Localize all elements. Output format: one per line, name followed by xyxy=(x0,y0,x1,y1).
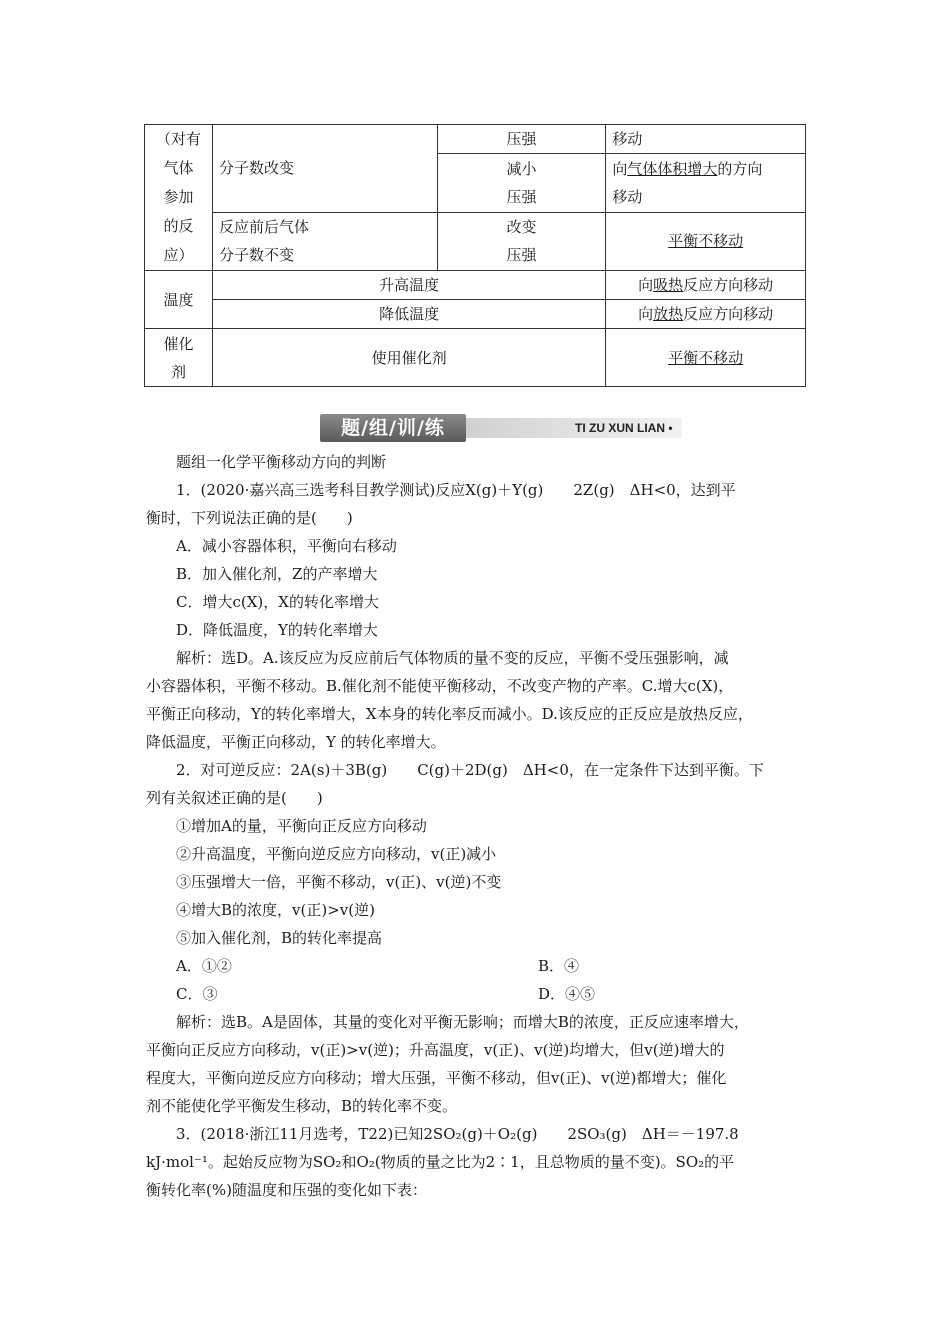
cond-molecule-change: 分子数改变 xyxy=(212,125,437,213)
q1-answer: 平衡正向移动，Y的转化率增大，X本身的转化率反而减小。D.该反应的正反应是放热反应， xyxy=(146,705,753,723)
factor-pressure-line: 应） xyxy=(163,246,194,264)
equilibrium-shift-table xyxy=(144,124,806,387)
q2-stem: 列有关叙述正确的是( ) xyxy=(146,789,323,807)
section-banner xyxy=(320,414,682,442)
q3-stem: kJ·mol⁻¹。起始反应物为SO₂和O₂(物质的量之比为2∶1，且总物质的量不变)。SO₂的平 xyxy=(146,1153,735,1171)
cond-raise-temp: 升高温度 xyxy=(212,271,605,300)
q2-answer: 剂不能使化学平衡发生移动，B的转化率不变。 xyxy=(146,1097,458,1115)
q1-option-b: B．加入催化剂，Z的产率增大 xyxy=(176,565,378,583)
res-text: 向 xyxy=(612,159,628,178)
q2-option-b: B．④ xyxy=(538,957,580,975)
res-exothermic xyxy=(606,300,806,329)
op-line: 压强 xyxy=(506,187,537,206)
op-decrease-pressure xyxy=(437,154,606,212)
res-text: 向 xyxy=(638,276,654,294)
op-line: 减小 xyxy=(506,159,537,178)
q2-option-a: A．①② xyxy=(176,957,232,975)
cond-molecule-unchanged xyxy=(212,212,437,270)
res-underlined: 放热 xyxy=(653,305,684,323)
factor-pressure-line: 参加 xyxy=(163,188,194,206)
factor-pressure-line: 的反 xyxy=(163,217,194,235)
q1-option-c: C．增大c(X)，X的转化率增大 xyxy=(176,593,379,611)
res-text: 反应方向移动 xyxy=(683,276,774,294)
res-catalyst-no-shift xyxy=(606,329,806,387)
q2-option-c: C．③ xyxy=(176,985,218,1003)
res-text: 的方向 xyxy=(717,159,763,178)
q2-statement: ①增加A的量，平衡向正反应方向移动 xyxy=(176,817,427,835)
res-underlined: 平衡不移动 xyxy=(668,348,744,367)
q1-answer: 降低温度，平衡正向移动，Y 的转化率增大。 xyxy=(146,733,446,751)
res-underlined: 气体体积增大 xyxy=(627,159,718,178)
factor-pressure-cell xyxy=(145,125,213,271)
q2-statement: ④增大B的浓度，v(正)>v(逆) xyxy=(176,901,375,919)
res-underlined: 吸热 xyxy=(653,276,684,294)
q1-answer: 小容器体积，平衡不移动。B.催化剂不能使平衡移动，不改变产物的产率。C.增大c(X)， xyxy=(146,677,734,695)
res-toward-volume-increase xyxy=(606,154,806,212)
op-pressure: 压强 xyxy=(437,125,606,154)
banner-title: 题/组/训/练 xyxy=(320,414,466,442)
res-text: 向 xyxy=(638,305,654,323)
q1-option-d: D．降低温度，Y的转化率增大 xyxy=(176,621,378,639)
cond-line: 反应前后气体 xyxy=(218,218,309,237)
res-text: 反应方向移动 xyxy=(683,305,774,323)
section-title: 题组一化学平衡移动方向的判断 xyxy=(176,453,387,471)
factor-line: 剂 xyxy=(170,362,186,381)
op-line: 改变 xyxy=(506,218,537,237)
factor-catalyst xyxy=(145,329,213,387)
res-underlined: 平衡不移动 xyxy=(668,232,744,251)
q2-answer: 程度大，平衡向逆反应方向移动；增大压强，平衡不移动，但v(正)、v(逆)都增大；催化 xyxy=(146,1069,727,1087)
cond-use-catalyst: 使用催化剂 xyxy=(212,329,605,387)
op-line: 压强 xyxy=(506,246,537,265)
q2-statement: ②升高温度，平衡向逆反应方向移动，v(正)减小 xyxy=(176,845,497,863)
q2-answer: 解析：选B。A是固体，其量的变化对平衡无影响；而增大B的浓度，正反应速率增大， xyxy=(176,1013,749,1031)
op-change-pressure xyxy=(437,212,606,270)
res-endothermic xyxy=(606,271,806,300)
banner-latin: TI ZU XUN LIAN • xyxy=(575,421,673,435)
q2-statement: ③压强增大一倍，平衡不移动，v(正)、v(逆)不变 xyxy=(176,873,502,891)
factor-line: 催化 xyxy=(163,334,194,353)
q3-stem: 3．(2018·浙江11月选考，T22)已知2SO₂(g)＋O₂(g) 2SO₃(g) ΔH＝－197.8 xyxy=(176,1125,739,1143)
q2-stem: 2．对可逆反应：2A(s)＋3B(g) C(g)＋2D(g) ΔH<0，在一定条件下达到平衡。下 xyxy=(176,761,764,779)
res-move: 移动 xyxy=(606,125,806,154)
q1-answer: 解析：选D。A.该反应为反应前后气体物质的量不变的反应，平衡不受压强影响，减 xyxy=(176,649,729,667)
q3-stem: 衡转化率(%)随温度和压强的变化如下表： xyxy=(146,1181,427,1199)
q2-statement: ⑤加入催化剂，B的转化率提高 xyxy=(176,929,383,947)
res-text: 移动 xyxy=(612,187,643,206)
cond-lower-temp: 降低温度 xyxy=(212,300,605,329)
q1-option-a: A．减小容器体积，平衡向右移动 xyxy=(176,537,397,555)
q1-stem: 1．(2020·嘉兴高三选考科目教学测试)反应X(g)＋Y(g) 2Z(g) ΔH<0，达到平 xyxy=(176,481,736,499)
res-no-shift xyxy=(606,212,806,270)
cond-line: 分子数不变 xyxy=(218,246,294,265)
q1-stem: 衡时，下列说法正确的是( ) xyxy=(146,509,353,527)
q2-answer: 平衡向正反应方向移动，v(正)>v(逆)；升高温度，v(正)、v(逆)均增大，但v(逆)增大的 xyxy=(146,1041,725,1059)
factor-pressure-line: 气体 xyxy=(163,159,194,177)
q2-option-d: D．④⑤ xyxy=(538,985,596,1003)
factor-pressure-line: （对有 xyxy=(155,130,201,148)
factor-temperature: 温度 xyxy=(145,271,213,329)
